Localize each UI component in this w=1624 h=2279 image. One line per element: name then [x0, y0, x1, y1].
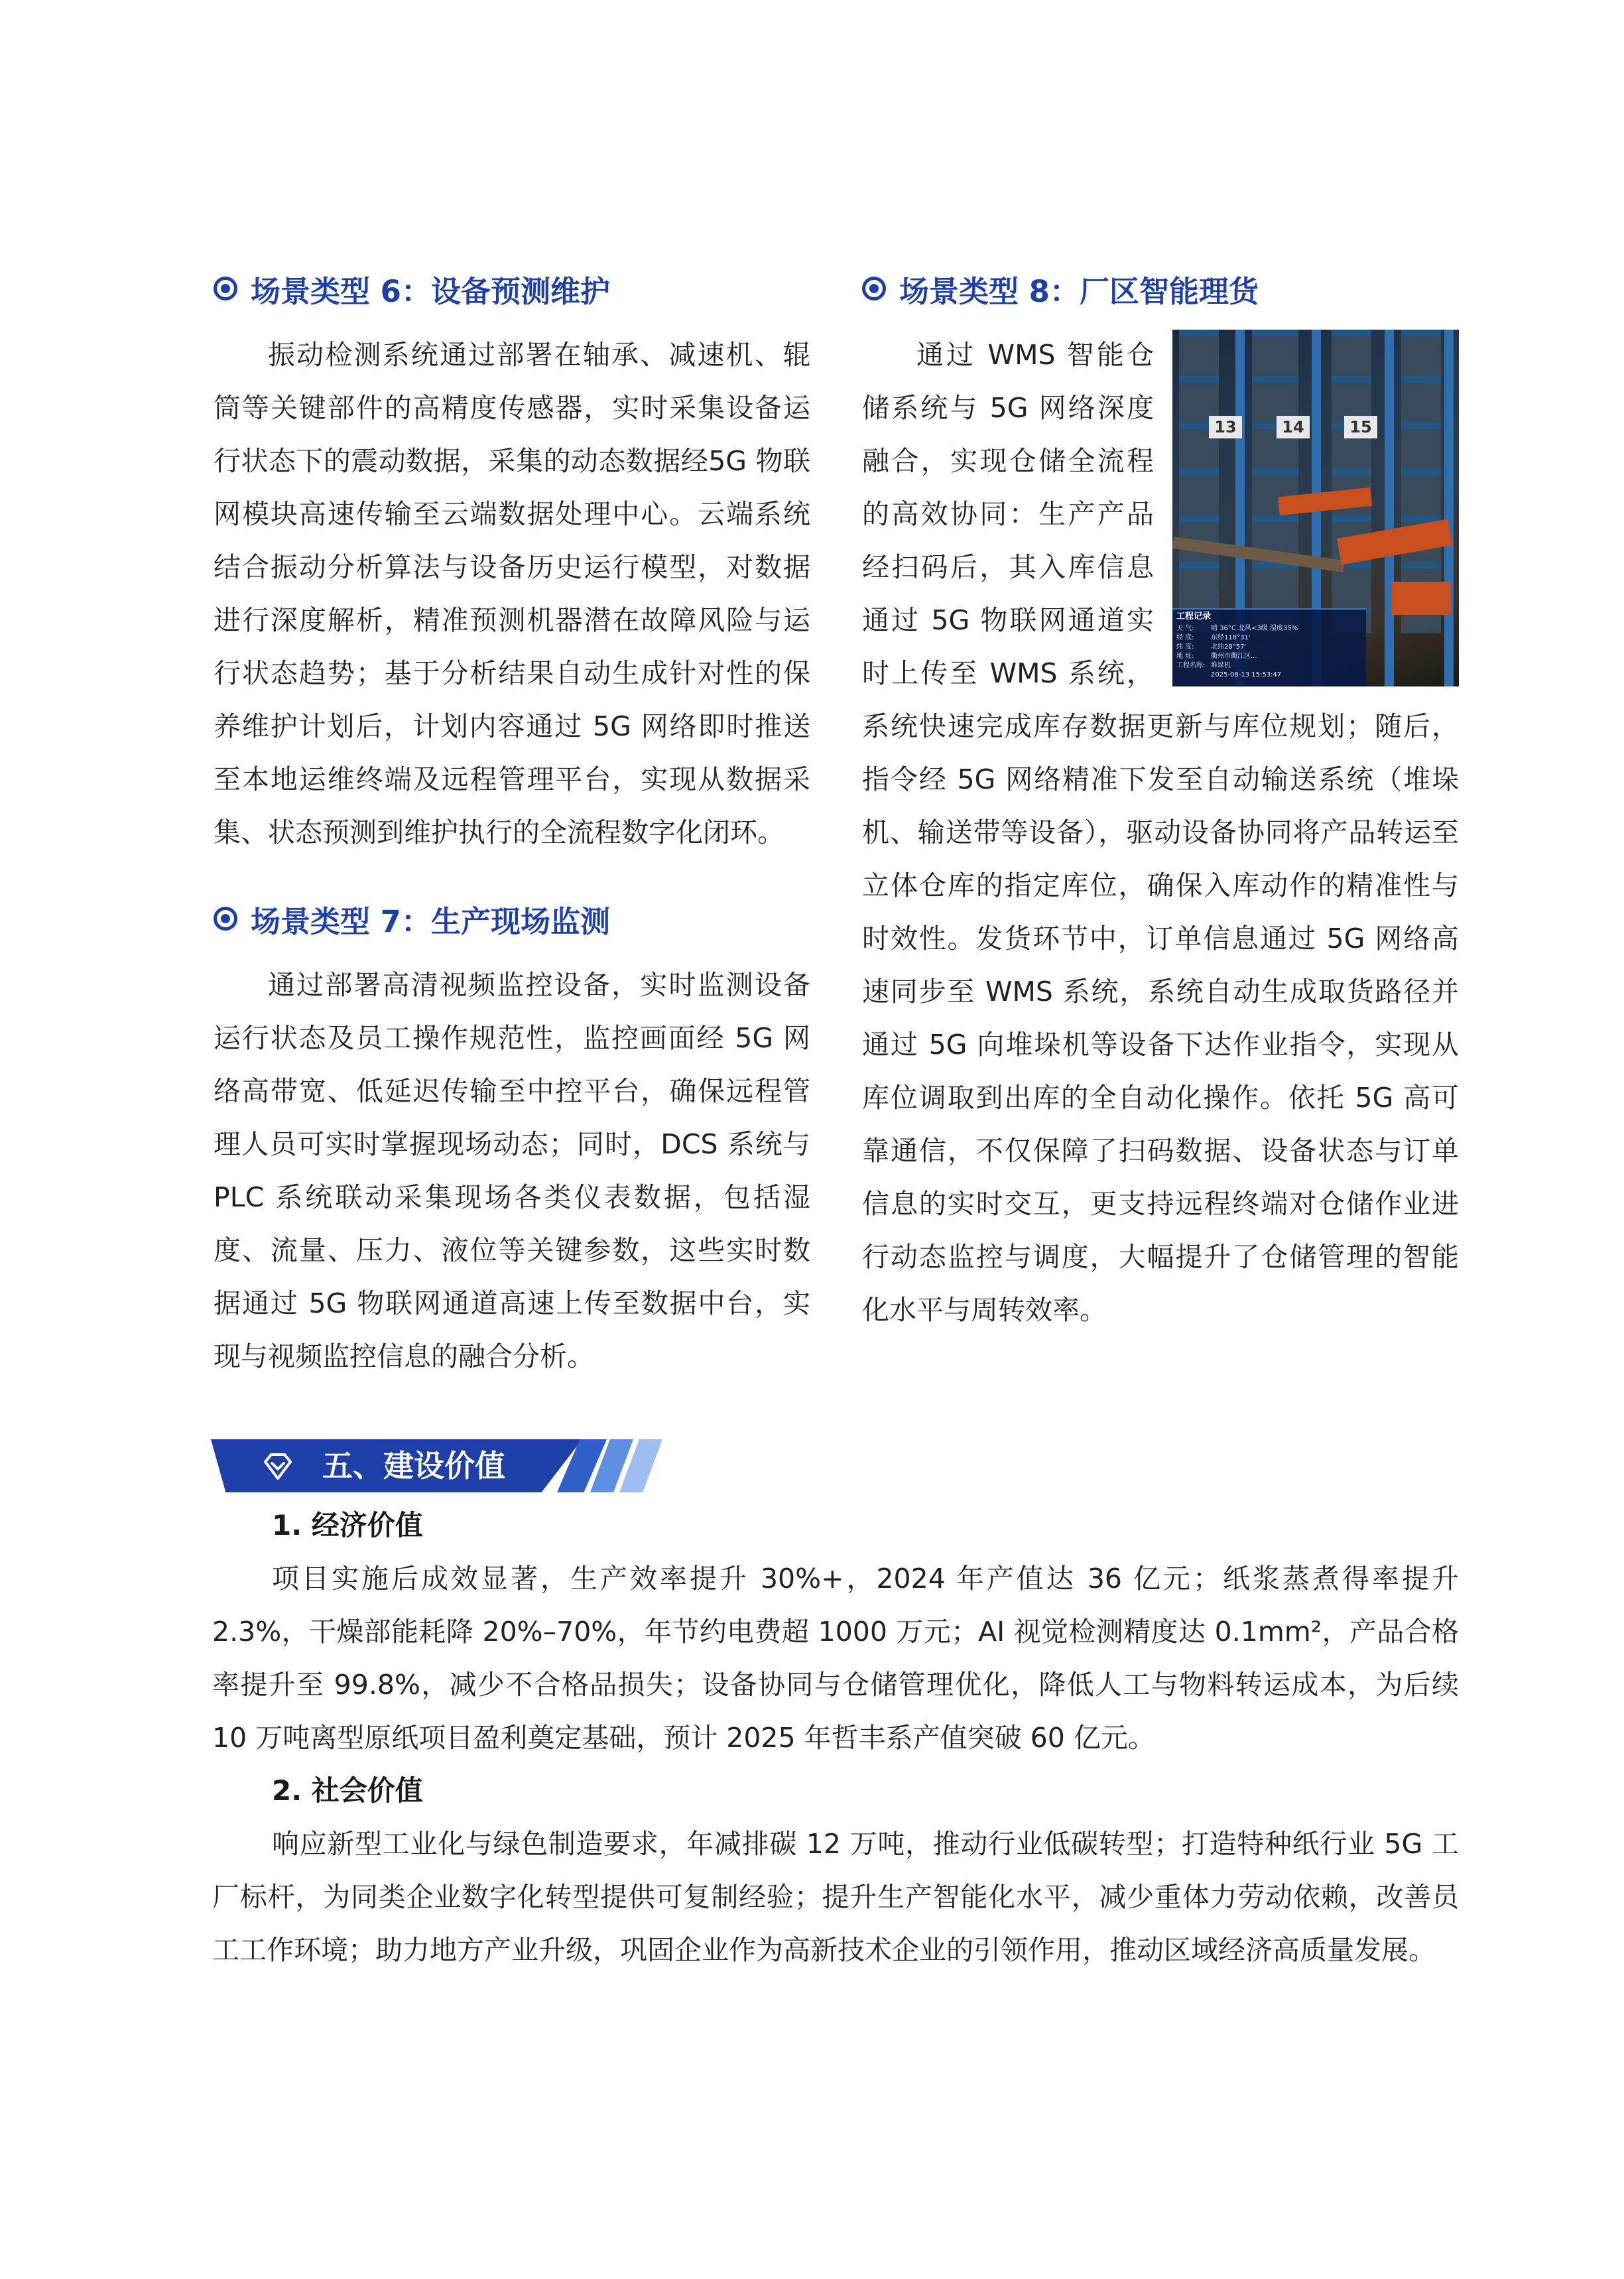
economic-value-body: 项目实施后成效显著，生产效率提升 30%+，2024 年产值达 36 亿元；纸浆蒸煮得率提升 2.3%，干燥部能耗降 20%–70%，年节约电费超 1000 万元；AI 视觉检测精度达 0.1mm²，产品合格率提升至 99.8%，减少不合格品损失；设备协同与仓储管理优化，降低人工与物料转运成本，为后续 10 万吨离型原纸项目盈利奠定基础，预计 2025 年哲丰系产值突破 60 亿元。	[212, 1563, 1459, 1754]
left-column	[214, 262, 810, 1383]
economic-value-heading: 1. 经济价值	[272, 1509, 423, 1541]
scenario-8-heading	[862, 262, 1459, 315]
scenario-6-heading	[214, 262, 810, 315]
scenario-7-title: 场景类型 7：生产现场监测	[251, 903, 610, 939]
warehouse-photo	[1172, 330, 1459, 686]
circle-dot-icon	[214, 907, 237, 931]
scenario-8-body: 通过 WMS 智能仓储系统与 5G 网络深度融合，实现仓储全流程的高效协同：生产产品经扫码后，其入库信息通过 5G 物联网通道实时上传至 WMS 系统，系统快速完成库存数据更新与库位规划；随后，指令经 5G 网络精准下发至自动输送系统（堆垛机、输送带等设备），驱动设备协同将产品转运至立体仓库的指定库位，确保入库动作的精准性与时效性。发货环节中，订单信息通过 5G 网络高速同步至 WMS 系统，系统自动生成取货路径并通过 5G 向堆垛机等设备下达作业指令，实现从库位调取到出库的全自动化操作。依托 5G 高可靠通信，不仅保障了扫码数据、设备状态与订单信息的实时交互，更支持远程终端对仓储作业进行动态监控与调度，大幅提升了仓储管理的智能化水平与周转效率。	[862, 339, 1459, 1326]
section-5-title: 五、建设价值	[322, 1448, 505, 1484]
bay-labels	[1209, 416, 1377, 438]
bay-label: 13	[1209, 416, 1242, 438]
scenario-6-body: 振动检测系统通过部署在轴承、减速机、辊筒等关键部件的高精度传感器，实时采集设备运行状态下的震动数据，采集的动态数据经5G 物联网模块高速传输至云端数据处理中心。云端系统结合振动分析算法与设备历史运行模型，对数据进行深度解析，精准预测机器潜在故障风险与运行状态趋势；基于分析结果自动生成针对性的保养维护计划后，计划内容通过 5G 网络即时推送至本地运维终端及远程管理平台，实现从数据采集、状态预测到维护执行的全流程数字化闭环。	[214, 339, 810, 848]
overlay-row: 工程名称: 堆垛机	[1176, 662, 1231, 669]
diamond-heart-icon	[263, 1451, 293, 1482]
circle-dot-icon	[862, 277, 886, 300]
scenario-8-title: 场景类型 8：厂区智能理货	[899, 273, 1259, 309]
scenario-7-heading	[214, 892, 810, 945]
scenario-6-title: 场景类型 6：设备预测维护	[251, 273, 610, 309]
overlay-row: 2025-08-13 15:53:47	[1211, 671, 1282, 679]
value-section	[212, 1499, 1459, 1977]
overlay-row: 地 址: 衢州市衢江区...	[1176, 653, 1257, 660]
bay-label: 15	[1344, 416, 1377, 438]
right-column	[862, 262, 1459, 1336]
overlay-row: 纬 度: 北纬28°57'	[1176, 643, 1247, 651]
scenario-7-body: 通过部署高清视频监控设备，实时监测设备运行状态及员工操作规范性，监控画面经 5G 网络高带宽、低延迟传输至中控平台，确保远程管理人员可实时掌握现场动态；同时，DCS 系统与 PLC 系统联动采集现场各类仪表数据，包括湿度、流量、压力、液位等关键参数，这些实时数据通过 5G 物联网通道高速上传至数据中台，实现与视频监控信息的融合分析。	[214, 969, 810, 1372]
bay-label: 14	[1277, 416, 1310, 438]
social-value-heading: 2. 社会价值	[272, 1774, 423, 1807]
social-value-body: 响应新型工业化与绿色制造要求，年减排碳 12 万吨，推动行业低碳转型；打造特种纸行业 5G 工厂标杆，为同类企业数字化转型提供可复制经验；提升生产智能化水平，减少重体力劳动依赖，改善员工工作环境；助力地方产业升级，巩固企业作为高新技术企业的引领作用，推动区域经济高质量发展。	[212, 1828, 1459, 1966]
overlay-title: 工程记录	[1176, 612, 1212, 621]
photo-info-overlay	[1172, 608, 1366, 686]
circle-dot-icon	[214, 277, 237, 300]
section-5-banner	[211, 1439, 662, 1492]
overlay-row: 经 度: 东经118°31'	[1176, 634, 1251, 641]
overlay-row: 天 气: 晴 36°C 北风<3级 湿度35%	[1176, 625, 1298, 632]
